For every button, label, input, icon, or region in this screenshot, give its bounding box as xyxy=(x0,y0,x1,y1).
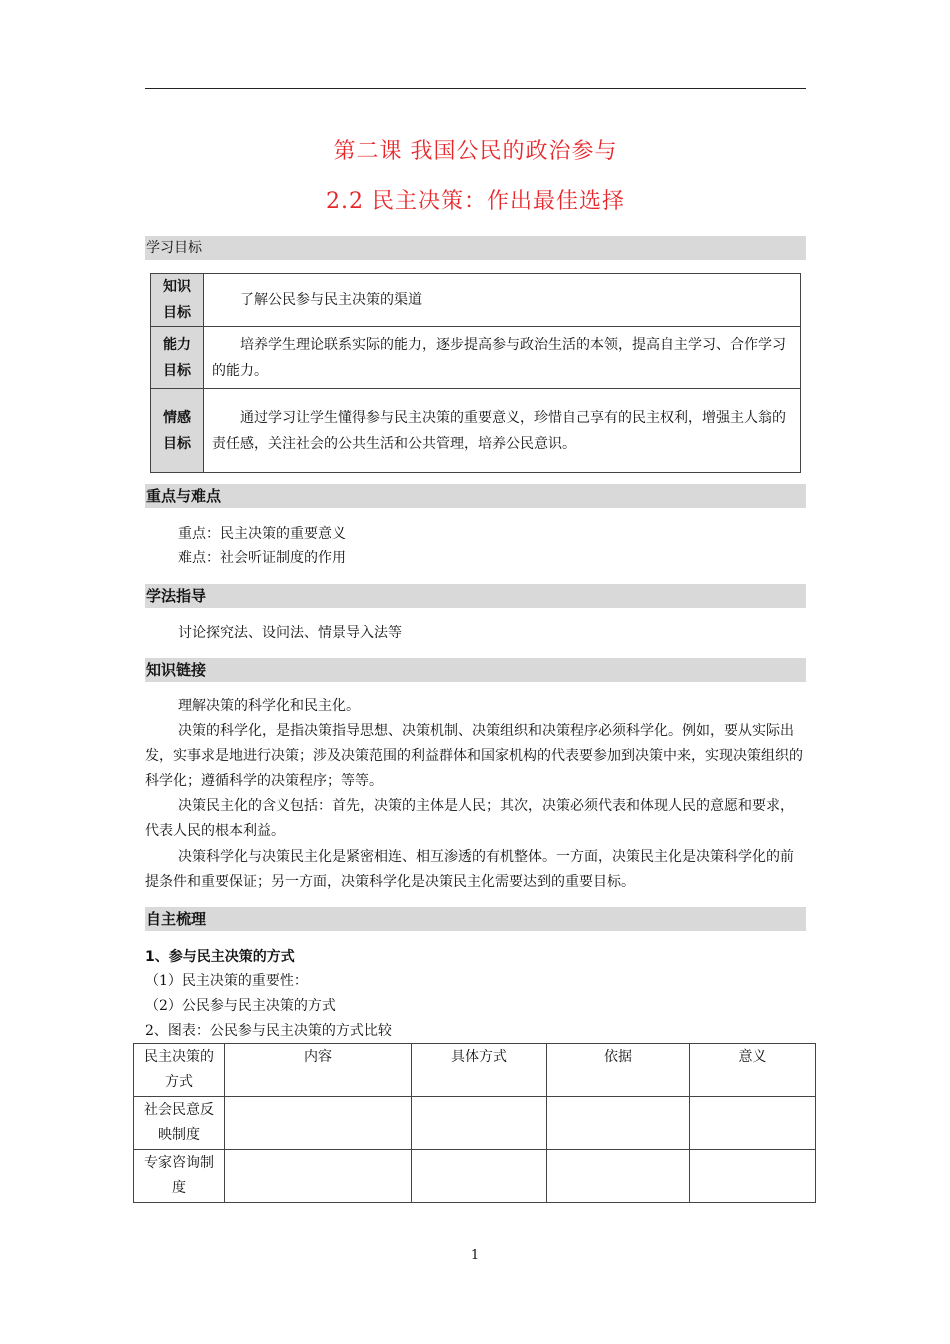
table-cell: 社会民意反映制度 xyxy=(134,1097,225,1150)
goal-label-line: 知识 xyxy=(163,279,191,295)
table-row xyxy=(134,1150,816,1203)
goal-content: 通过学习让学生懂得参与民主决策的重要意义，珍惜自己享有的民主权利，增强主人翁的责任感，关注社会的公共生活和公共管理，培养公民意识。 xyxy=(204,389,801,473)
table-cell[interactable] xyxy=(412,1150,547,1203)
goal-content: 培养学生理论联系实际的能力，逐步提高参与政治生活的本领，提高自主学习、合作学习的能力。 xyxy=(204,327,801,389)
goals-table xyxy=(150,273,801,473)
table-header-cell: 具体方式 xyxy=(412,1044,547,1097)
table-cell: 专家咨询制度 xyxy=(134,1150,225,1203)
goal-label-line: 目标 xyxy=(163,435,191,452)
review-heading: 自主梳理 xyxy=(145,907,806,931)
knowledge-paragraph: 理解决策的科学化和民主化。 xyxy=(178,698,360,714)
header-rule xyxy=(145,88,806,89)
goal-label-line: 能力 xyxy=(163,336,191,353)
review-subitem-2: （2）公民参与民主决策的方式 xyxy=(145,998,336,1014)
table-cell[interactable] xyxy=(225,1150,412,1203)
knowledge-paragraph: 决策的科学化，是指决策指导思想、决策机制、决策组织和决策程序必须科学化。例如，要从实际出发，实事求是地进行决策；涉及决策范围的利益群体和国家机构的代表要参加到决策中来，实现决策组织的科学化；遵循科学的决策程序；等等。 xyxy=(145,723,803,789)
table-cell[interactable] xyxy=(225,1097,412,1150)
method-heading: 学法指导 xyxy=(145,584,806,608)
focus-point: 重点：民主决策的重要意义 xyxy=(178,526,346,542)
goal-content: 了解公民参与民主决策的渠道 xyxy=(204,274,801,327)
goal-label xyxy=(151,274,204,327)
comparison-table xyxy=(133,1043,816,1203)
knowledge-link-heading: 知识链接 xyxy=(145,658,806,682)
section-title: 2.2 民主决策：作出最佳选择 xyxy=(326,189,625,214)
table-header-cell: 民主决策的方式 xyxy=(134,1044,225,1097)
knowledge-paragraph: 决策民主化的含义包括：首先，决策的主体是人民；其次，决策必须代表和体现人民的意愿和要求，代表人民的根本利益。 xyxy=(145,798,794,839)
goal-row-knowledge xyxy=(151,274,801,327)
page-number: 1 xyxy=(470,1248,480,1263)
goal-label xyxy=(151,389,204,473)
method-text: 讨论探究法、设问法、情景导入法等 xyxy=(178,625,402,641)
table-cell[interactable] xyxy=(412,1097,547,1150)
table-header-cell: 依据 xyxy=(547,1044,690,1097)
review-item-1: 1、参与民主决策的方式 xyxy=(145,949,295,965)
review-subitem-1: （1）民主决策的重要性： xyxy=(145,973,308,989)
table-cell[interactable] xyxy=(690,1150,816,1203)
goal-label xyxy=(151,327,204,389)
key-points-heading: 重点与难点 xyxy=(145,484,806,508)
table-cell[interactable] xyxy=(690,1097,816,1150)
review-item-2: 2、图表：公民参与民主决策的方式比较 xyxy=(145,1023,392,1039)
goal-label-line: 目标 xyxy=(163,305,191,321)
goal-label-line: 目标 xyxy=(163,362,191,379)
goal-row-emotion xyxy=(151,389,801,473)
table-cell[interactable] xyxy=(547,1150,690,1203)
difficulty-point: 难点：社会听证制度的作用 xyxy=(178,550,346,566)
goal-label-line: 情感 xyxy=(163,409,191,426)
table-row xyxy=(134,1097,816,1150)
table-header-cell: 意义 xyxy=(690,1044,816,1097)
knowledge-paragraph: 决策科学化与决策民主化是紧密相连、相互渗透的有机整体。一方面，决策民主化是决策科学化的前提条件和重要保证；另一方面，决策科学化是决策民主化需要达到的重要目标。 xyxy=(145,849,794,890)
table-header-cell: 内容 xyxy=(225,1044,412,1097)
lesson-title: 第二课 我国公民的政治参与 xyxy=(333,139,618,164)
table-cell[interactable] xyxy=(547,1097,690,1150)
goal-row-ability xyxy=(151,327,801,389)
table-header-row xyxy=(134,1044,816,1097)
goals-heading: 学习目标 xyxy=(145,236,806,260)
